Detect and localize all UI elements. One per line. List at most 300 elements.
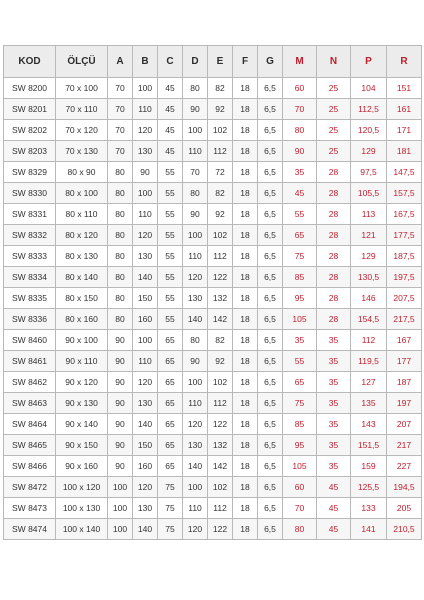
cell-r: 171 [387,120,422,141]
cell-r: 217 [387,435,422,456]
cell-r: 194,5 [387,477,422,498]
header-p: P [351,46,387,78]
cell-c: 55 [158,246,183,267]
cell-olcu: 70 x 110 [56,99,108,120]
cell-r: 207,5 [387,288,422,309]
cell-m: 75 [283,393,317,414]
cell-g: 6,5 [258,141,283,162]
cell-f: 18 [233,246,258,267]
cell-b: 120 [133,225,158,246]
cell-d: 130 [183,435,208,456]
cell-e: 132 [208,435,233,456]
cell-g: 6,5 [258,267,283,288]
cell-e: 92 [208,204,233,225]
cell-e: 92 [208,351,233,372]
cell-f: 18 [233,351,258,372]
cell-e: 142 [208,456,233,477]
dimension-table-sheet [3,45,421,540]
cell-e: 92 [208,99,233,120]
cell-n: 28 [317,225,351,246]
cell-c: 55 [158,309,183,330]
cell-b: 120 [133,120,158,141]
cell-a: 70 [108,141,133,162]
cell-a: 80 [108,246,133,267]
cell-olcu: 90 x 110 [56,351,108,372]
cell-p: 112 [351,330,387,351]
cell-a: 80 [108,267,133,288]
cell-d: 110 [183,393,208,414]
cell-n: 28 [317,309,351,330]
cell-f: 18 [233,162,258,183]
cell-b: 140 [133,519,158,540]
cell-d: 100 [183,372,208,393]
cell-a: 90 [108,372,133,393]
cell-p: 121 [351,225,387,246]
cell-f: 18 [233,456,258,477]
header-b: B [133,46,158,78]
cell-c: 55 [158,288,183,309]
cell-e: 112 [208,141,233,162]
cell-d: 90 [183,99,208,120]
cell-n: 45 [317,477,351,498]
cell-r: 197 [387,393,422,414]
cell-p: 135 [351,393,387,414]
header-d: D [183,46,208,78]
cell-kod: SW 8201 [4,99,56,120]
cell-f: 18 [233,183,258,204]
cell-e: 112 [208,498,233,519]
table-row [4,498,422,519]
cell-kod: SW 8464 [4,414,56,435]
cell-b: 100 [133,183,158,204]
cell-g: 6,5 [258,393,283,414]
table-row [4,330,422,351]
cell-p: 143 [351,414,387,435]
header-olcu: ÖLÇÜ [56,46,108,78]
table-row [4,477,422,498]
cell-kod: SW 8335 [4,288,56,309]
cell-p: 97,5 [351,162,387,183]
table-row [4,162,422,183]
cell-n: 25 [317,78,351,99]
table-row [4,120,422,141]
cell-r: 217,5 [387,309,422,330]
cell-f: 18 [233,477,258,498]
cell-f: 18 [233,498,258,519]
cell-d: 120 [183,267,208,288]
cell-kod: SW 8474 [4,519,56,540]
cell-m: 55 [283,204,317,225]
cell-e: 112 [208,246,233,267]
header-a: A [108,46,133,78]
header-g: G [258,46,283,78]
cell-g: 6,5 [258,477,283,498]
cell-m: 95 [283,288,317,309]
cell-g: 6,5 [258,225,283,246]
cell-b: 140 [133,414,158,435]
cell-kod: SW 8331 [4,204,56,225]
cell-a: 80 [108,288,133,309]
cell-r: 167 [387,330,422,351]
cell-p: 112,5 [351,99,387,120]
cell-e: 122 [208,519,233,540]
header-row [4,46,422,78]
cell-p: 151,5 [351,435,387,456]
cell-a: 90 [108,435,133,456]
cell-a: 100 [108,498,133,519]
cell-n: 28 [317,204,351,225]
cell-a: 70 [108,78,133,99]
cell-r: 227 [387,456,422,477]
cell-m: 85 [283,414,317,435]
cell-olcu: 90 x 100 [56,330,108,351]
cell-c: 65 [158,330,183,351]
cell-f: 18 [233,393,258,414]
cell-g: 6,5 [258,120,283,141]
cell-b: 110 [133,204,158,225]
cell-c: 45 [158,141,183,162]
cell-g: 6,5 [258,183,283,204]
cell-e: 102 [208,120,233,141]
cell-r: 157,5 [387,183,422,204]
header-r: R [387,46,422,78]
cell-d: 130 [183,288,208,309]
header-f: F [233,46,258,78]
cell-f: 18 [233,267,258,288]
cell-b: 100 [133,78,158,99]
table-row [4,246,422,267]
cell-d: 140 [183,309,208,330]
cell-olcu: 80 x 150 [56,288,108,309]
cell-c: 55 [158,267,183,288]
cell-kod: SW 8202 [4,120,56,141]
table-body [4,78,422,540]
cell-n: 25 [317,99,351,120]
cell-m: 65 [283,372,317,393]
cell-b: 110 [133,99,158,120]
cell-olcu: 80 x 130 [56,246,108,267]
table-row [4,351,422,372]
cell-kod: SW 8461 [4,351,56,372]
cell-p: 133 [351,498,387,519]
table-row [4,519,422,540]
table-row [4,225,422,246]
cell-e: 102 [208,372,233,393]
cell-f: 18 [233,330,258,351]
cell-c: 45 [158,99,183,120]
cell-f: 18 [233,141,258,162]
table-row [4,393,422,414]
cell-p: 141 [351,519,387,540]
cell-n: 25 [317,141,351,162]
cell-a: 90 [108,393,133,414]
table-row [4,309,422,330]
cell-olcu: 100 x 140 [56,519,108,540]
cell-d: 90 [183,204,208,225]
cell-olcu: 90 x 120 [56,372,108,393]
cell-r: 187 [387,372,422,393]
cell-e: 102 [208,477,233,498]
cell-a: 90 [108,414,133,435]
cell-f: 18 [233,414,258,435]
cell-c: 65 [158,372,183,393]
cell-p: 127 [351,372,387,393]
cell-c: 65 [158,435,183,456]
cell-b: 130 [133,498,158,519]
table-row [4,288,422,309]
cell-f: 18 [233,435,258,456]
cell-b: 160 [133,456,158,477]
cell-g: 6,5 [258,99,283,120]
cell-kod: SW 8466 [4,456,56,477]
cell-g: 6,5 [258,456,283,477]
header-kod: KOD [4,46,56,78]
cell-d: 80 [183,330,208,351]
cell-n: 25 [317,120,351,141]
table-row [4,99,422,120]
cell-olcu: 80 x 100 [56,183,108,204]
cell-e: 142 [208,309,233,330]
cell-m: 80 [283,519,317,540]
cell-n: 28 [317,246,351,267]
cell-a: 80 [108,204,133,225]
cell-r: 205 [387,498,422,519]
cell-p: 119,5 [351,351,387,372]
cell-d: 120 [183,414,208,435]
cell-olcu: 70 x 130 [56,141,108,162]
cell-p: 129 [351,141,387,162]
cell-d: 110 [183,246,208,267]
cell-n: 28 [317,267,351,288]
cell-g: 6,5 [258,78,283,99]
cell-d: 100 [183,477,208,498]
cell-olcu: 100 x 130 [56,498,108,519]
cell-g: 6,5 [258,330,283,351]
cell-e: 72 [208,162,233,183]
cell-n: 28 [317,288,351,309]
cell-b: 130 [133,141,158,162]
cell-kod: SW 8463 [4,393,56,414]
cell-n: 45 [317,519,351,540]
cell-olcu: 100 x 120 [56,477,108,498]
cell-g: 6,5 [258,498,283,519]
table-row [4,183,422,204]
cell-d: 140 [183,456,208,477]
cell-d: 100 [183,225,208,246]
cell-p: 125,5 [351,477,387,498]
cell-b: 150 [133,435,158,456]
cell-olcu: 80 x 140 [56,267,108,288]
cell-g: 6,5 [258,309,283,330]
cell-c: 55 [158,183,183,204]
cell-g: 6,5 [258,288,283,309]
cell-d: 70 [183,162,208,183]
cell-olcu: 70 x 100 [56,78,108,99]
cell-olcu: 80 x 120 [56,225,108,246]
cell-m: 65 [283,225,317,246]
cell-n: 35 [317,414,351,435]
cell-m: 85 [283,267,317,288]
cell-b: 130 [133,393,158,414]
cell-b: 100 [133,330,158,351]
table-row [4,141,422,162]
cell-n: 28 [317,162,351,183]
cell-d: 110 [183,141,208,162]
cell-kod: SW 8473 [4,498,56,519]
cell-c: 55 [158,225,183,246]
cell-p: 129 [351,246,387,267]
cell-d: 80 [183,78,208,99]
cell-e: 82 [208,330,233,351]
cell-a: 70 [108,120,133,141]
cell-e: 82 [208,78,233,99]
cell-e: 132 [208,288,233,309]
cell-f: 18 [233,309,258,330]
cell-a: 80 [108,183,133,204]
cell-m: 35 [283,162,317,183]
cell-p: 120,5 [351,120,387,141]
cell-r: 207 [387,414,422,435]
cell-n: 28 [317,183,351,204]
cell-n: 35 [317,351,351,372]
table-row [4,435,422,456]
cell-m: 70 [283,498,317,519]
cell-d: 100 [183,120,208,141]
cell-a: 100 [108,477,133,498]
cell-e: 82 [208,183,233,204]
table-row [4,456,422,477]
cell-r: 161 [387,99,422,120]
cell-olcu: 80 x 160 [56,309,108,330]
cell-f: 18 [233,288,258,309]
cell-b: 130 [133,246,158,267]
cell-c: 65 [158,351,183,372]
cell-m: 60 [283,78,317,99]
cell-olcu: 70 x 120 [56,120,108,141]
cell-c: 55 [158,162,183,183]
cell-a: 90 [108,351,133,372]
cell-r: 210,5 [387,519,422,540]
cell-n: 35 [317,393,351,414]
cell-m: 70 [283,99,317,120]
cell-p: 105,5 [351,183,387,204]
table-row [4,267,422,288]
cell-r: 177,5 [387,225,422,246]
cell-kod: SW 8203 [4,141,56,162]
table-row [4,78,422,99]
cell-r: 177 [387,351,422,372]
cell-a: 90 [108,330,133,351]
cell-e: 102 [208,225,233,246]
cell-kod: SW 8472 [4,477,56,498]
cell-p: 154,5 [351,309,387,330]
cell-kod: SW 8465 [4,435,56,456]
cell-n: 35 [317,456,351,477]
cell-b: 150 [133,288,158,309]
cell-m: 60 [283,477,317,498]
cell-p: 130,5 [351,267,387,288]
cell-kod: SW 8460 [4,330,56,351]
cell-f: 18 [233,519,258,540]
cell-a: 80 [108,162,133,183]
cell-d: 110 [183,498,208,519]
cell-olcu: 80 x 90 [56,162,108,183]
cell-e: 112 [208,393,233,414]
cell-kod: SW 8329 [4,162,56,183]
cell-e: 122 [208,267,233,288]
cell-f: 18 [233,120,258,141]
cell-r: 151 [387,78,422,99]
cell-b: 160 [133,309,158,330]
header-e: E [208,46,233,78]
cell-m: 35 [283,330,317,351]
cell-d: 80 [183,183,208,204]
cell-f: 18 [233,78,258,99]
cell-c: 45 [158,78,183,99]
cell-r: 167,5 [387,204,422,225]
cell-g: 6,5 [258,414,283,435]
cell-c: 45 [158,120,183,141]
cell-n: 35 [317,372,351,393]
cell-p: 113 [351,204,387,225]
cell-n: 45 [317,498,351,519]
cell-m: 55 [283,351,317,372]
cell-a: 90 [108,456,133,477]
table-row [4,414,422,435]
cell-a: 80 [108,225,133,246]
cell-r: 197,5 [387,267,422,288]
cell-kod: SW 8336 [4,309,56,330]
cell-m: 105 [283,309,317,330]
cell-m: 75 [283,246,317,267]
table-row [4,204,422,225]
cell-m: 80 [283,120,317,141]
cell-p: 104 [351,78,387,99]
cell-e: 122 [208,414,233,435]
cell-g: 6,5 [258,246,283,267]
header-n: N [317,46,351,78]
cell-c: 75 [158,519,183,540]
cell-f: 18 [233,204,258,225]
cell-n: 35 [317,330,351,351]
cell-a: 80 [108,309,133,330]
cell-olcu: 90 x 130 [56,393,108,414]
cell-olcu: 90 x 140 [56,414,108,435]
cell-d: 120 [183,519,208,540]
cell-g: 6,5 [258,435,283,456]
cell-olcu: 90 x 160 [56,456,108,477]
dimension-table [3,45,422,540]
cell-b: 120 [133,477,158,498]
cell-kod: SW 8462 [4,372,56,393]
cell-b: 90 [133,162,158,183]
cell-kod: SW 8334 [4,267,56,288]
cell-b: 120 [133,372,158,393]
cell-g: 6,5 [258,204,283,225]
cell-r: 181 [387,141,422,162]
header-m: M [283,46,317,78]
header-c: C [158,46,183,78]
cell-g: 6,5 [258,372,283,393]
cell-b: 110 [133,351,158,372]
cell-c: 75 [158,477,183,498]
cell-kod: SW 8330 [4,183,56,204]
table-row [4,372,422,393]
cell-b: 140 [133,267,158,288]
cell-olcu: 80 x 110 [56,204,108,225]
cell-c: 65 [158,414,183,435]
cell-p: 159 [351,456,387,477]
